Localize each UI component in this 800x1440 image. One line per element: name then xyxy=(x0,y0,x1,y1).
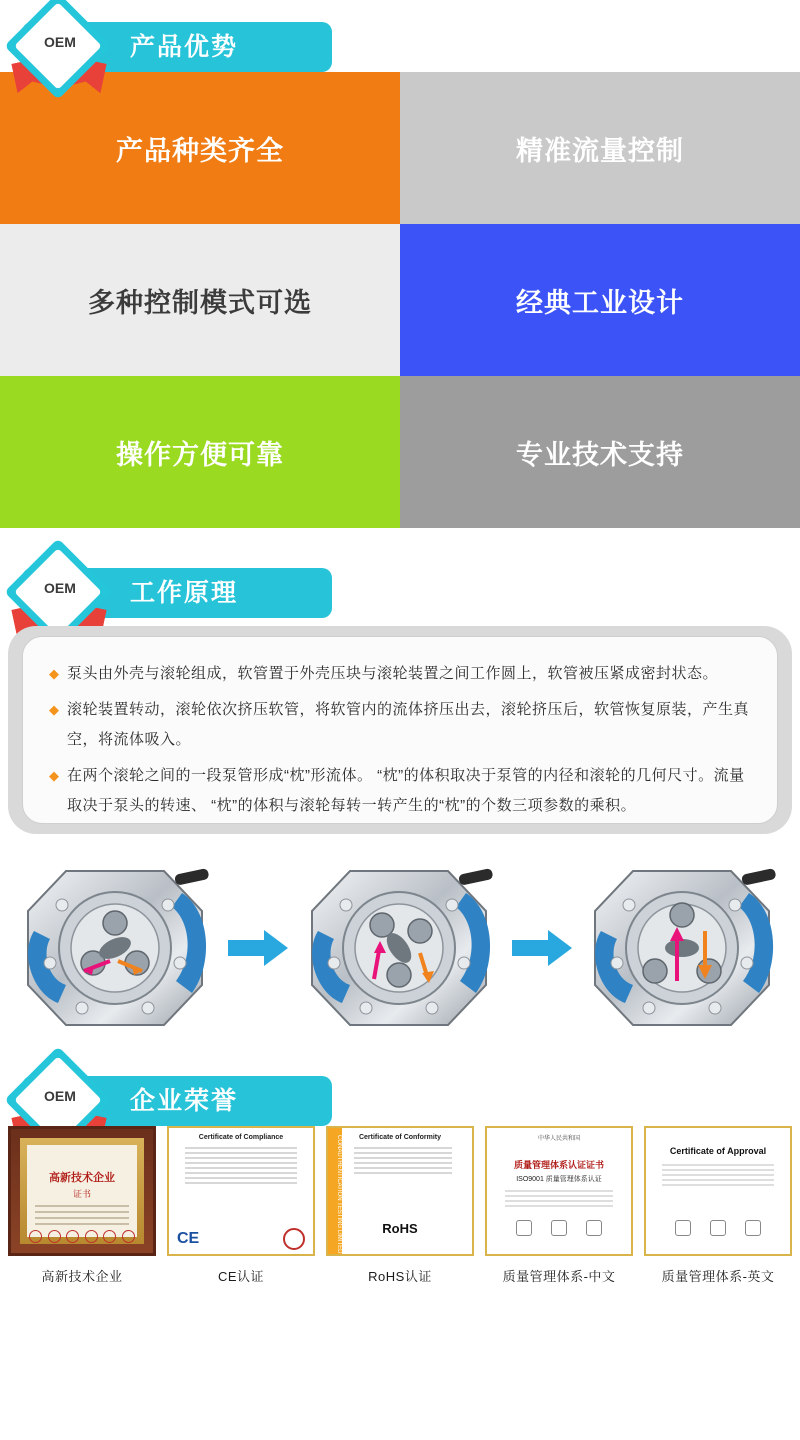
advantage-cell xyxy=(400,72,800,224)
oem-label: OEM xyxy=(44,580,76,596)
flow-arrow-icon xyxy=(228,928,288,968)
certificate-text-lines xyxy=(487,1190,631,1207)
certificate-badges xyxy=(666,1220,770,1236)
certificate-image[interactable] xyxy=(644,1126,792,1256)
certificate-seals xyxy=(29,1230,135,1243)
advantages-grid xyxy=(0,72,800,528)
honor-caption: CE认证 xyxy=(217,1269,265,1284)
diamond-bullet-icon: ◆ xyxy=(49,666,59,681)
honor-caption: 质量管理体系-中文 xyxy=(502,1269,616,1284)
section-title: 企业荣誉 xyxy=(130,1087,239,1115)
honor-caption: RoHS认证 xyxy=(368,1269,432,1284)
certificate-text-lines xyxy=(35,1205,129,1229)
section-header-advantages xyxy=(0,0,800,72)
principle-item xyxy=(49,659,751,689)
principle-text: 泵头由外壳与滚轮组成，软管置于外壳压块与滚轮装置之间工作圆上，软管被压紧成密封状态。 xyxy=(67,665,719,682)
honor-caption: 高新技术企业 xyxy=(41,1269,123,1284)
honor-item[interactable] xyxy=(326,1126,474,1285)
certificate-title: 质量管理体系认证证书 xyxy=(513,1160,604,1170)
certificate-header-text: 中华人民共和国 xyxy=(537,1136,580,1142)
principle-text: 在两个滚轮之间的一段泵管形成“枕”形流体。 “枕”的体积取决于泵管的内径和滚轮的几何尺寸。流量取决于泵头的转速、 “枕”的体积与滚轮每转一转产生的“枕”的个数三项参数的乘积。 xyxy=(67,767,745,814)
certificate-side-text: CONAUTHENTICATION TESTING LIMITED xyxy=(328,1128,342,1254)
honors-row xyxy=(0,1126,800,1285)
principle-inner-frame xyxy=(22,636,778,824)
honor-item[interactable] xyxy=(485,1126,633,1285)
advantage-cell xyxy=(0,224,400,376)
certificate-title: Certificate of Conformity xyxy=(358,1134,442,1141)
honor-item[interactable] xyxy=(644,1126,792,1285)
principle-item xyxy=(49,761,751,821)
advantage-label: 经典工业设计 xyxy=(516,287,684,318)
certificate-image[interactable] xyxy=(167,1126,315,1256)
advantage-label: 精准流量控制 xyxy=(516,135,684,166)
oem-label: OEM xyxy=(44,1088,76,1104)
certificate-text-lines xyxy=(169,1147,313,1184)
certificate-badges xyxy=(507,1220,611,1236)
pump-stage-2-icon xyxy=(298,853,503,1043)
certificate-text-lines xyxy=(646,1164,790,1186)
oem-label: OEM xyxy=(44,34,76,50)
diamond-bullet-icon: ◆ xyxy=(49,768,59,783)
advantage-label: 专业技术支持 xyxy=(516,439,684,470)
pump-diagram-row xyxy=(0,848,800,1048)
advantage-cell xyxy=(0,376,400,528)
oem-ribbon-icon xyxy=(8,8,112,90)
ce-mark-icon: CE xyxy=(177,1230,200,1247)
section-header-principle xyxy=(0,546,800,618)
honor-item[interactable] xyxy=(167,1126,315,1285)
certificate-title: Certificate of Compliance xyxy=(198,1134,284,1141)
certificate-subtitle: ISO9001 质量管理体系认证 xyxy=(516,1176,602,1183)
certificate-title: 高新技术企业 xyxy=(49,1172,115,1184)
honor-item[interactable] xyxy=(8,1126,156,1285)
principle-item xyxy=(49,695,751,755)
certificate-stamp-icon xyxy=(283,1228,305,1250)
certificate-text-lines xyxy=(328,1147,472,1174)
pump-stage-1-icon xyxy=(14,853,219,1043)
principle-text: 滚轮装置转动，滚轮依次挤压软管，将软管内的流体挤压出去，滚轮挤压后，软管恢复原装，产生真空，将流体吸入。 xyxy=(67,701,750,748)
pump-stage-3-icon xyxy=(581,853,786,1043)
advantage-cell xyxy=(400,376,800,528)
advantage-cell xyxy=(400,224,800,376)
section-title: 产品优势 xyxy=(130,33,239,61)
advantage-label: 操作方便可靠 xyxy=(116,439,284,470)
section-title: 工作原理 xyxy=(130,579,239,607)
advantage-label: 多种控制模式可选 xyxy=(88,287,312,318)
certificate-image[interactable] xyxy=(326,1126,474,1256)
certificate-image[interactable] xyxy=(8,1126,156,1256)
diamond-bullet-icon: ◆ xyxy=(49,702,59,717)
rohs-mark-icon: RoHS xyxy=(382,1221,418,1236)
advantage-label: 产品种类齐全 xyxy=(116,135,284,166)
certificate-image[interactable] xyxy=(485,1126,633,1256)
honor-caption: 质量管理体系-英文 xyxy=(661,1269,775,1284)
flow-arrow-icon xyxy=(512,928,572,968)
section-header-honors xyxy=(0,1054,800,1126)
certificate-title: Certificate of Approval xyxy=(669,1146,767,1156)
principle-panel xyxy=(0,618,800,848)
certificate-subtitle: 证书 xyxy=(72,1189,91,1199)
